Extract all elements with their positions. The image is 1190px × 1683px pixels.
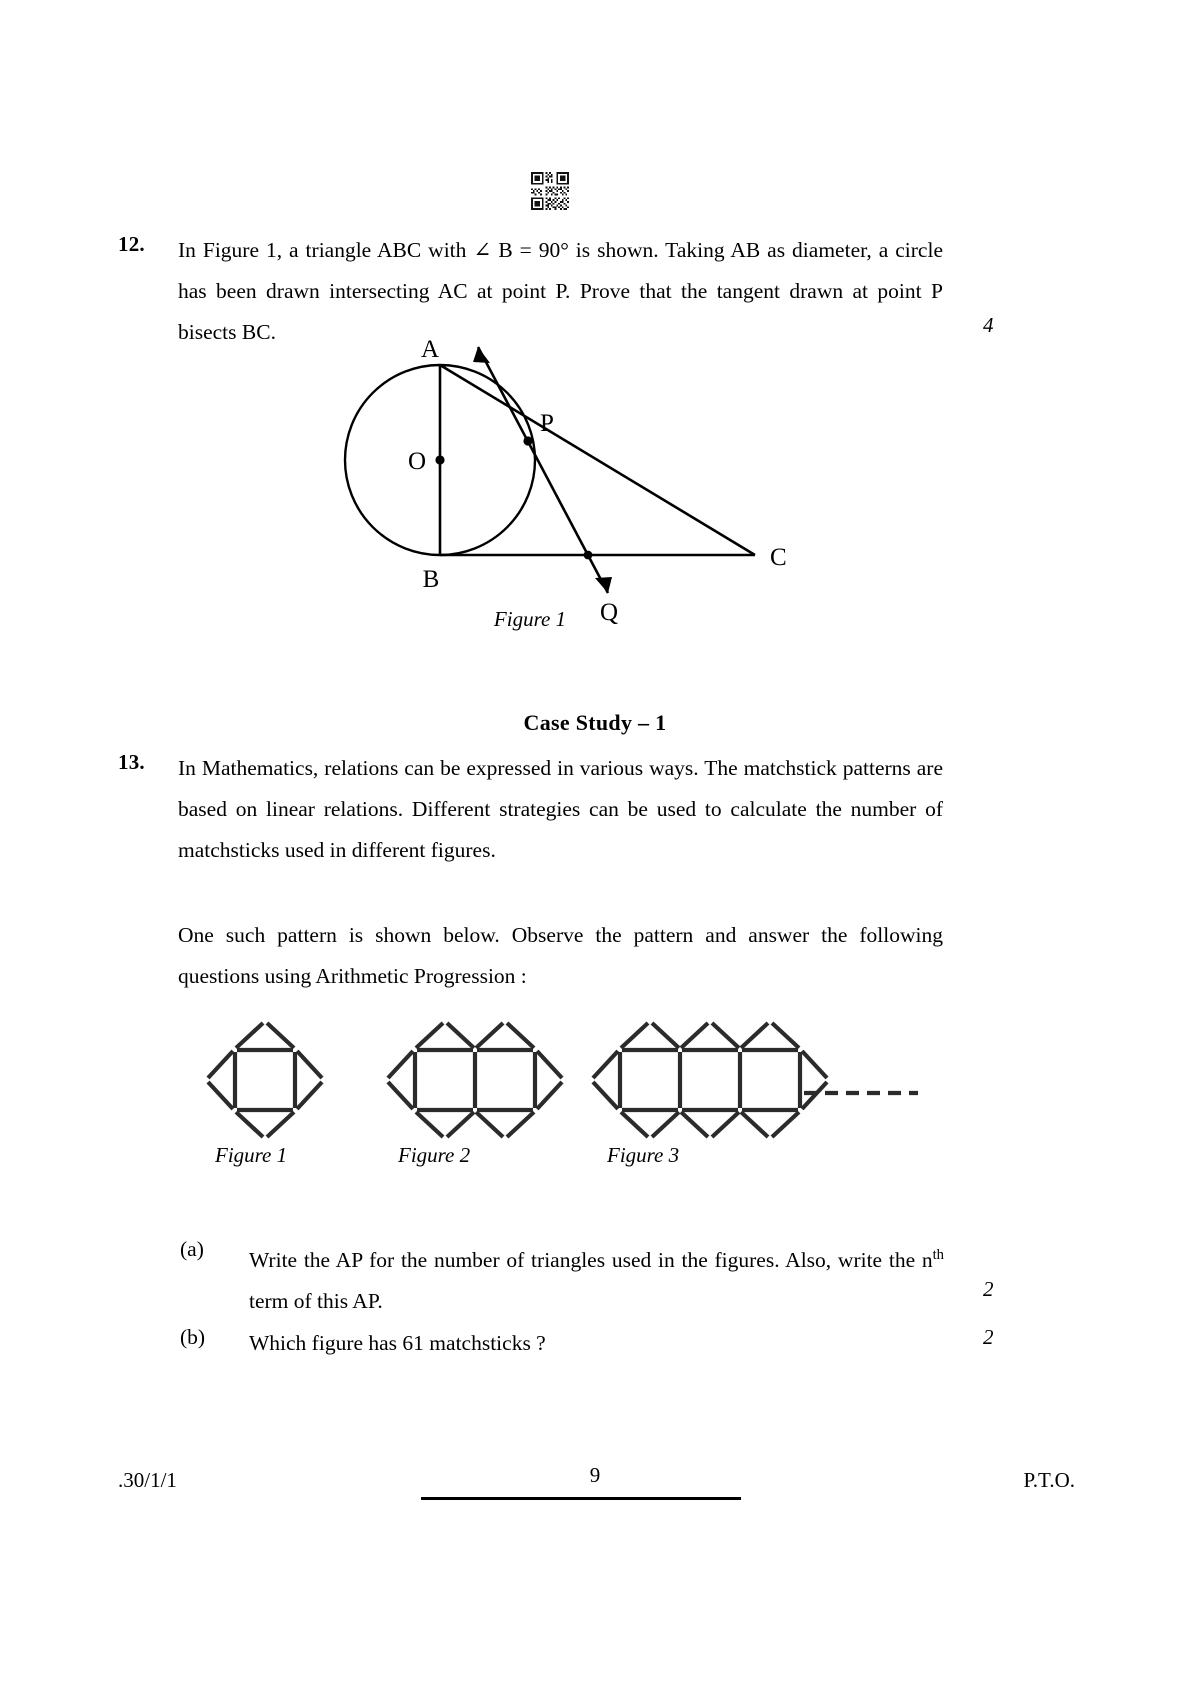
pattern-continuation-dashes bbox=[802, 1086, 920, 1104]
question-13b-text-before: Which figure has 61 matchsticks ? bbox=[249, 1331, 546, 1355]
geo-label-B: B bbox=[422, 566, 440, 593]
question-13b-label: (b) bbox=[180, 1325, 206, 1349]
question-13a-text bbox=[249, 1235, 944, 1322]
question-12-number: 12. bbox=[118, 232, 145, 256]
matchstick-caption-2: Figure 2 bbox=[398, 1143, 471, 1167]
question-13a-marks: 2 bbox=[983, 1277, 994, 1301]
question-13a-text-after: term of this AP. bbox=[249, 1289, 383, 1314]
question-13a-text-before: Write the AP for the number of triangles used in the figures. Also, write the n bbox=[249, 1248, 933, 1273]
geo-label-Q: Q bbox=[600, 599, 619, 626]
matchstick-figure-2 bbox=[385, 1020, 565, 1145]
question-13b-text bbox=[249, 1323, 944, 1364]
geo-label-C: C bbox=[770, 544, 787, 571]
question-13a-label: (a) bbox=[180, 1237, 204, 1261]
matchstick-caption-3: Figure 3 bbox=[607, 1143, 680, 1167]
question-13a-ordinal-sup: th bbox=[932, 1247, 944, 1263]
matchstick-figure-3 bbox=[590, 1020, 830, 1145]
question-13-number: 13. bbox=[118, 750, 145, 774]
question-12-marks: 4 bbox=[983, 313, 994, 337]
question-13b-marks: 2 bbox=[983, 1325, 994, 1349]
qr-code-icon bbox=[531, 172, 569, 210]
footer-pto: P.T.O. bbox=[1023, 1468, 1075, 1492]
geo-label-O: O bbox=[408, 448, 427, 475]
footer-divider bbox=[421, 1497, 741, 1500]
footer-page-number: 9 bbox=[589, 1463, 601, 1487]
geo-label-A: A bbox=[420, 336, 440, 363]
question-13-paragraph-1: In Mathematics, relations can be expressed in various ways. The matchstick patterns are based on linear relations. Different strategies can be used to calculate the number of matchsticks used in different figures. bbox=[178, 756, 943, 862]
question-12-text: In Figure 1, a triangle ABC with ∠ B = 90° is shown. Taking AB as diameter, a circle has been drawn intersecting AC at point P. Prove that the tangent drawn at point P bisects BC. bbox=[178, 238, 943, 344]
matchstick-caption-row bbox=[170, 1143, 1050, 1177]
case-study-heading: Case Study – 1 bbox=[523, 710, 667, 735]
matchstick-figure-1 bbox=[205, 1020, 325, 1145]
question-13-paragraph-2: One such pattern is shown below. Observe the pattern and answer the following questions using Arithmetic Progression : bbox=[178, 923, 943, 988]
footer-paper-code: .30/1/1 bbox=[118, 1468, 177, 1492]
matchstick-caption-1: Figure 1 bbox=[215, 1143, 288, 1167]
geo-label-P: P bbox=[540, 410, 554, 437]
matchstick-pattern-row bbox=[170, 1020, 1050, 1140]
geometry-figure-caption: Figure 1 bbox=[493, 607, 567, 631]
